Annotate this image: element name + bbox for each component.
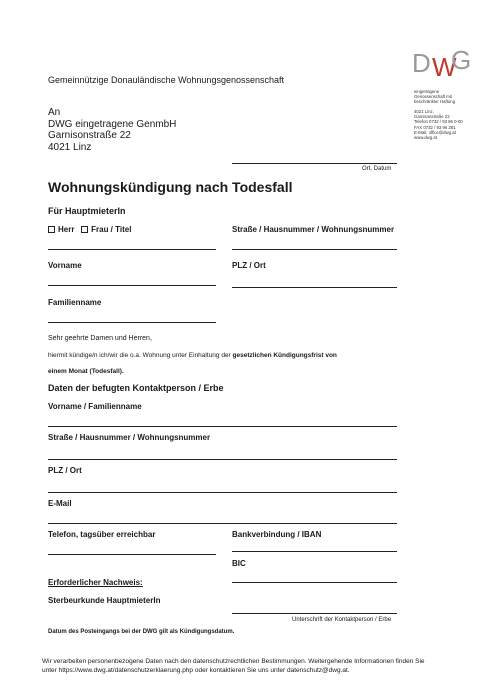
last-name-label: Familienname (48, 298, 102, 307)
privacy-footer-line: Wir verarbeiten personenbezogene Daten nach den datenschutzrechtlichen Bestimmungen. Weitergehende Informationen finden Sie (42, 658, 425, 665)
recipient-line: Garnisonstraße 22 (48, 130, 131, 141)
contact-email-label: E-Mail (48, 499, 72, 508)
herr-label: Herr (58, 225, 75, 234)
info-line: Genossenschaft mit (414, 94, 452, 100)
info-line: 4021 Linz, (414, 109, 434, 115)
organisation-info (414, 89, 478, 140)
first-name-line[interactable] (48, 285, 216, 286)
svg-text:W: W (432, 52, 457, 82)
info-line: Telefon 0732 / 93 96 0-00 (414, 119, 463, 125)
first-name-label: Vorname (48, 261, 82, 270)
letter-body-start: hiermit kündige/n ich/wir die o.a. Wohnung unter Einhaltung der (48, 352, 231, 359)
contact-heading: Daten der befugten Kontaktperson / Erbe (48, 383, 224, 393)
contact-name-line[interactable] (48, 426, 397, 427)
recipient-line: DWG eingetragene GenmbH (48, 118, 177, 130)
privacy-footer-line: unter https://www.dwg.at/datenschutzerklaerung.php oder kontaktieren Sie uns unter datenschutz@dwg.at. (42, 666, 350, 674)
info-line: Garnisonstraße 22 (414, 114, 450, 120)
organisation-name: Gemeinnützige Donauländische Wohnungsgenossenschaft (48, 75, 284, 85)
proof-heading: Erforderlicher Nachweis: (48, 578, 143, 587)
info-line: beschränkter Haftung (414, 99, 456, 105)
contact-name-label: Vorname / Familienname (48, 402, 142, 411)
dwg-logo-graphic (412, 42, 472, 82)
tenant-title-line[interactable] (48, 249, 216, 250)
dwg-logo (412, 42, 472, 82)
contact-zip-city-line[interactable] (48, 492, 397, 493)
herr-checkbox[interactable] (48, 226, 55, 233)
letter-body-end: einem Monat (Todesfall). (48, 368, 124, 375)
salutation-options (48, 225, 131, 234)
zip-city-label: PLZ / Ort (232, 261, 266, 270)
info-line: E-Mail: office@dwg.at (414, 129, 456, 135)
frau-checkbox[interactable] (81, 226, 88, 233)
contact-address-label: Straße / Hausnummer / Wohnungsnummer (48, 433, 211, 442)
deadline-note: Datum des Posteingangs bei der DWG gilt als Kündigungsdatum. (48, 629, 235, 635)
info-line: www.dwg.at (414, 134, 437, 140)
info-line: eingetragene (414, 89, 440, 94)
contact-email-line[interactable] (48, 523, 397, 524)
contact-address-line[interactable] (48, 459, 397, 460)
letter-body (48, 352, 337, 359)
contact-zip-city-label: PLZ / Ort (48, 466, 82, 475)
letter-salutation: Sehr geehrte Damen und Herren, (48, 335, 152, 342)
form-title: Wohnungskündigung nach Todesfall (48, 179, 293, 195)
frau-titel-label: Frau / Titel (91, 225, 132, 234)
place-date-label: Ort, Datum (362, 166, 392, 172)
proof-item: Sterbeurkunde HauptmieterIn (48, 596, 161, 605)
tenant-address-line[interactable] (232, 249, 397, 250)
zip-city-line[interactable] (232, 287, 397, 288)
contact-bank-line[interactable] (232, 551, 397, 552)
signature-label: Unterschrift der Kontaktperson / Erbe (292, 617, 392, 623)
recipient-address (48, 107, 176, 153)
svg-text:D: D (412, 48, 431, 78)
letter-body-emphasis: gesetzlichen Kündigungsfrist von (232, 352, 337, 359)
main-tenant-heading: Für HauptmieterIn (48, 206, 126, 216)
info-line: FAX 0732 / 93 96 281 (414, 124, 456, 130)
contact-phone-line[interactable] (48, 554, 216, 555)
contact-bank-label: Bankverbindung / IBAN (232, 530, 322, 539)
privacy-footer (42, 658, 462, 675)
recipient-line: An (48, 107, 61, 118)
recipient-line: 4021 Linz (48, 141, 92, 153)
place-date-line[interactable] (232, 163, 397, 164)
last-name-line[interactable] (48, 322, 216, 323)
tenant-address-label: Straße / Hausnummer / Wohnungsnummer (232, 225, 395, 234)
contact-bic-label: BIC (232, 559, 246, 568)
contact-phone-label: Telefon, tagsüber erreichbar (48, 530, 156, 539)
contact-bic-line[interactable] (232, 582, 397, 583)
svg-text:G: G (451, 45, 472, 75)
signature-line[interactable] (232, 613, 397, 614)
